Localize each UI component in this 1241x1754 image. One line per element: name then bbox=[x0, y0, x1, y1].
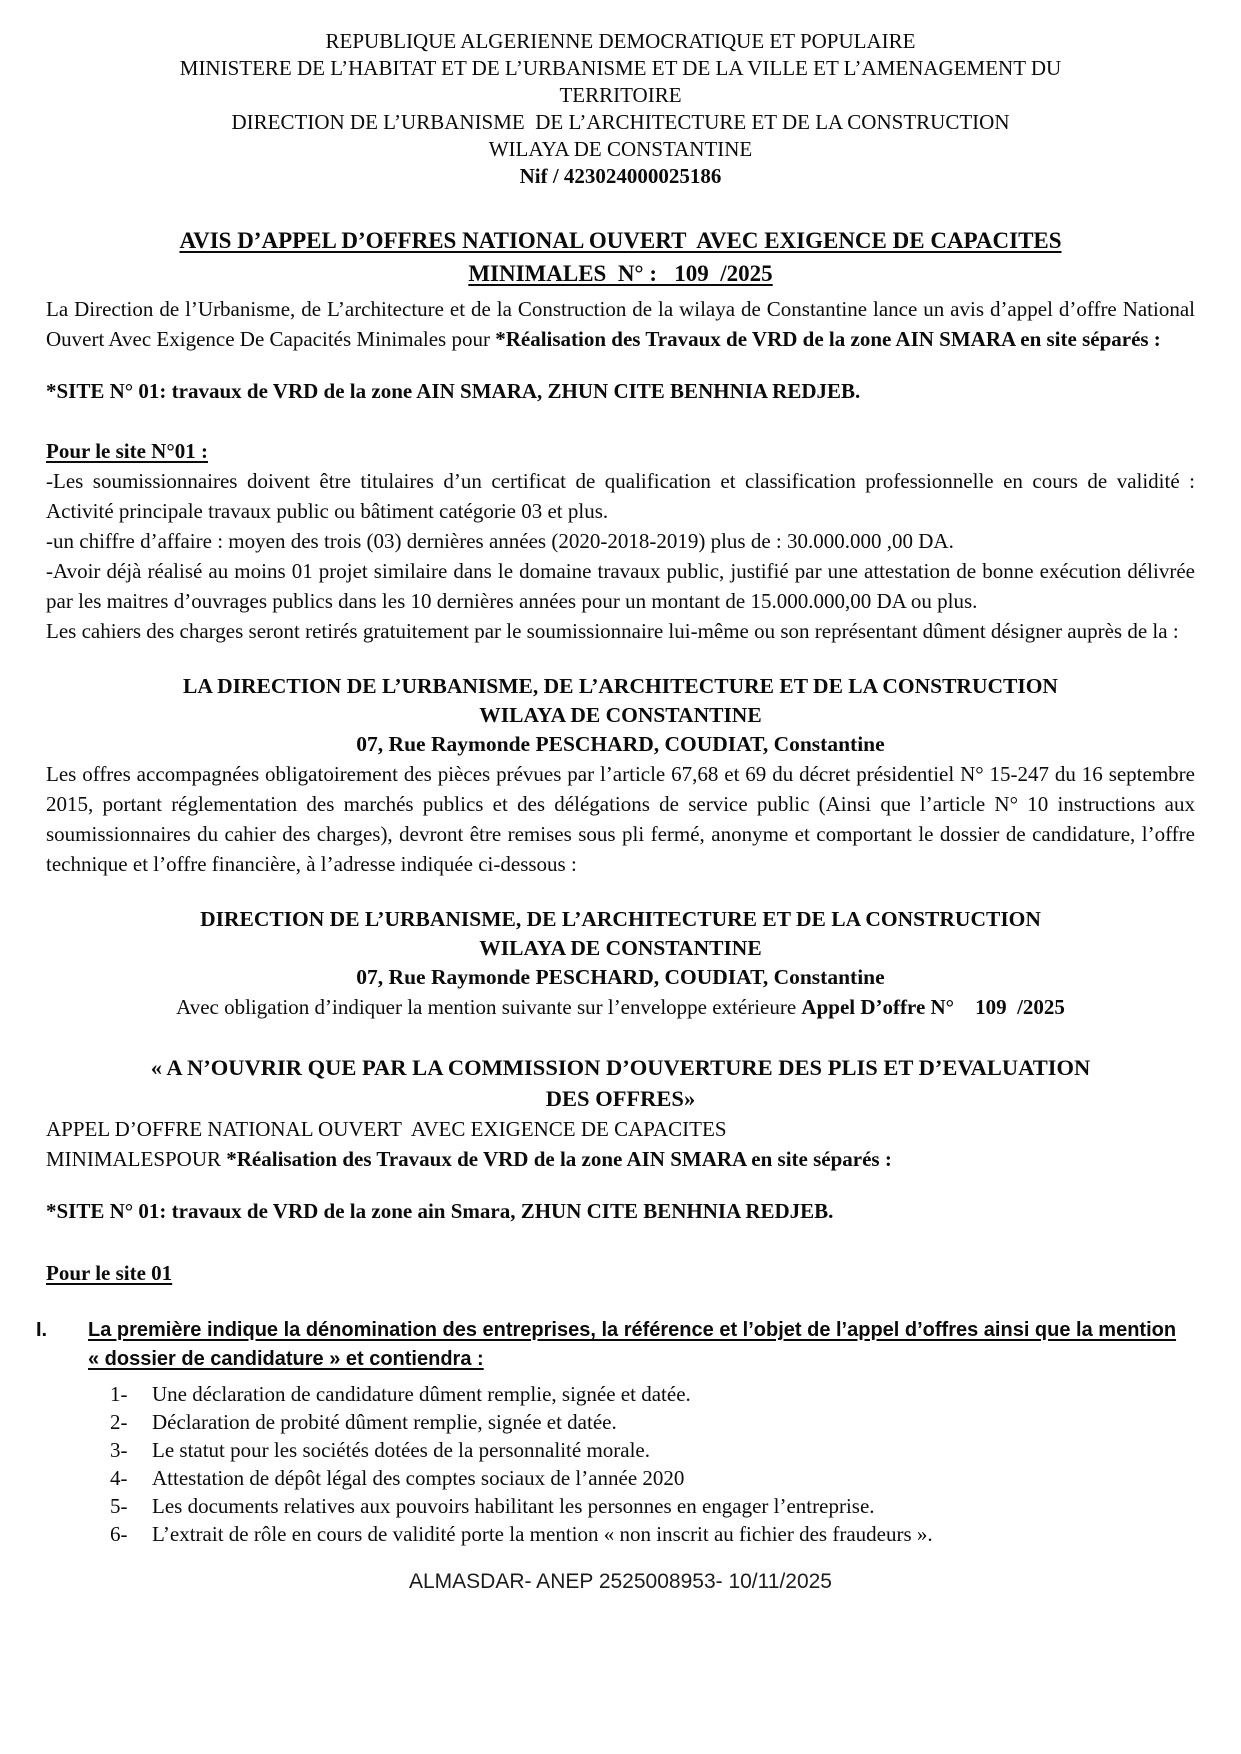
letterhead-line-wilaya: WILAYA DE CONSTANTINE bbox=[488, 137, 753, 161]
appel-line2-text: MINIMALESPOUR bbox=[46, 1147, 227, 1171]
list-item-number: 3- bbox=[110, 1438, 128, 1462]
list-item-number: 1- bbox=[110, 1382, 128, 1406]
address2-wilaya: WILAYA DE CONSTANTINE bbox=[479, 936, 762, 960]
list-item-text: Le statut pour les sociétés dotées de la personnalité morale. bbox=[152, 1438, 651, 1462]
list-item-number: 4- bbox=[110, 1466, 128, 1490]
address2-direction: DIRECTION DE L’URBANISME, DE L’ARCHITECTURE ET DE LA CONSTRUCTION bbox=[200, 907, 1041, 931]
letterhead bbox=[46, 28, 1195, 190]
mention-line bbox=[46, 992, 1195, 1022]
list-item-text: Les documents relatives aux pouvoirs habilitant les personnes en engager l’entreprise. bbox=[152, 1494, 875, 1518]
list-item bbox=[110, 1492, 1195, 1520]
address-block-1 bbox=[46, 672, 1195, 759]
letterhead-line-territory: TERRITOIRE bbox=[559, 83, 682, 107]
list-item-number: 5- bbox=[110, 1494, 128, 1518]
section-1-heading bbox=[36, 1316, 1195, 1374]
pour-site2-text: Pour le site 01 bbox=[46, 1261, 173, 1285]
list-item-number: 6- bbox=[110, 1522, 128, 1546]
notice-title-line1 bbox=[46, 224, 1195, 257]
list-item-text: Déclaration de probité dûment remplie, signée et datée. bbox=[152, 1410, 617, 1434]
footer-credit: ALMASDAR- ANEP 2525008953- 10/11/2025 bbox=[408, 1570, 832, 1593]
pour-site1-heading bbox=[46, 436, 1195, 466]
notice-title bbox=[46, 224, 1195, 290]
mention-reference-bold: Appel D’offre N° 109 /2025 bbox=[801, 995, 1065, 1019]
letterhead-line-direction: DIRECTION DE L’URBANISME DE L’ARCHITECTURE ET DE LA CONSTRUCTION bbox=[231, 110, 1010, 134]
offres-paragraph: Les offres accompagnées obligatoirement des pièces prévues par l’article 67,68 et 69 du décret présidentiel N° 15-247 du 16 septembre 2015, portant réglementation des marchés publics et des délégations de service public (Ainsi que l’article N° 10 instructions aux soumissionnaires du cahier des charges), devront être remises sous pli fermé, anonyme et comportant le dossier de candidature, l’offre technique et l’offre financière, à l’adresse indiquée ci-dessous : bbox=[46, 762, 1195, 876]
list-item bbox=[110, 1464, 1195, 1492]
list-item bbox=[110, 1520, 1195, 1548]
commission-line1: « A N’OUVRIR QUE PAR LA COMMISSION D’OUVERTURE DES PLIS ET D’EVALUATION bbox=[150, 1055, 1091, 1080]
notice-title-line2-text: MINIMALES N° : 109 /2025 bbox=[468, 261, 773, 286]
section-1-title-text: La première indique la dénomination des entreprises, la référence et l’objet de l’appel d’offres ainsi que la mention « dossier de candidature » et contiendra : bbox=[88, 1319, 1177, 1370]
nif-line: Nif / 423024000025186 bbox=[519, 164, 722, 188]
site1-heading-repeat: *SITE N° 01: travaux de VRD de la zone ain Smara, ZHUN CITE BENHNIA REDJEB. bbox=[46, 1199, 834, 1223]
letterhead-line-republic: REPUBLIQUE ALGERIENNE DEMOCRATIQUE ET POPULAIRE bbox=[325, 29, 916, 53]
section-1-number: I. bbox=[36, 1319, 48, 1341]
list-item bbox=[110, 1380, 1195, 1408]
requirement-chiffre-affaire: -un chiffre d’affaire : moyen des trois (03) dernières années (2020-2018-2019) plus de : 30.000.000 ,00 DA. bbox=[46, 529, 954, 553]
commission-line2: DES OFFRES» bbox=[545, 1086, 696, 1111]
commission-heading bbox=[46, 1052, 1195, 1114]
retrait-paragraph: Les cahiers des charges seront retirés gratuitement par le soumissionnaire lui-même ou son représentant dûment désigner auprès de la : bbox=[46, 619, 1179, 643]
list-item-text: L’extrait de rôle en cours de validité porte la mention « non inscrit au fichier des fraudeurs ». bbox=[152, 1522, 933, 1546]
list-item bbox=[110, 1436, 1195, 1464]
address1-wilaya: WILAYA DE CONSTANTINE bbox=[479, 703, 762, 727]
requirement-projet-similaire: -Avoir déjà réalisé au moins 01 projet similaire dans le domaine travaux public, justifié par une attestation de bonne exécution délivrée par les maitres d’ouvrages publics dans les 10 dernières années pour un montant de 15.000.000,00 DA ou plus. bbox=[46, 559, 1195, 613]
list-item-text: Une déclaration de candidature dûment remplie, signée et datée. bbox=[152, 1382, 691, 1406]
notice-title-line2 bbox=[46, 257, 1195, 290]
address2-street: 07, Rue Raymonde PESCHARD, COUDIAT, Constantine bbox=[356, 965, 885, 989]
list-item bbox=[110, 1408, 1195, 1436]
intro-paragraph bbox=[46, 294, 1195, 354]
pour-site2-heading bbox=[46, 1258, 1195, 1288]
candidature-document-list bbox=[46, 1380, 1195, 1548]
appel-line2-object-bold: *Réalisation des Travaux de VRD de la zone AIN SMARA en site séparés : bbox=[226, 1147, 892, 1171]
list-item-number: 2- bbox=[110, 1410, 128, 1434]
appel-line2 bbox=[46, 1144, 1195, 1174]
address1-direction: LA DIRECTION DE L’URBANISME, DE L’ARCHITECTURE ET DE LA CONSTRUCTION bbox=[183, 674, 1058, 698]
requirement-qualification: -Les soumissionnaires doivent être titulaires d’un certificat de qualification et classification professionnelle en cours de validité : Activité principale travaux public ou bâtiment catégorie 03 et plus. bbox=[46, 469, 1195, 523]
intro-text: La Direction de l’Urbanisme, de L’architecture et de la Construction de la wilaya de Constantine lance un avis d’appel d’offre National Ouvert Avec Exigence De Capacités Minimales pour bbox=[46, 297, 1195, 351]
pour-site1-text: Pour le site N°01 : bbox=[46, 439, 208, 463]
appel-line1: APPEL D’OFFRE NATIONAL OUVERT AVEC EXIGENCE DE CAPACITES bbox=[46, 1117, 727, 1141]
list-item-text: Attestation de dépôt légal des comptes sociaux de l’année 2020 bbox=[152, 1466, 685, 1490]
mention-text: Avec obligation d’indiquer la mention suivante sur l’enveloppe extérieure bbox=[176, 995, 802, 1019]
address-block-2 bbox=[46, 905, 1195, 992]
intro-object-bold: *Réalisation des Travaux de VRD de la zone AIN SMARA en site séparés : bbox=[495, 327, 1161, 351]
notice-title-line1-text: AVIS D’APPEL D’OFFRES NATIONAL OUVERT AVEC EXIGENCE DE CAPACITES bbox=[179, 228, 1062, 253]
site1-heading: *SITE N° 01: travaux de VRD de la zone AIN SMARA, ZHUN CITE BENHNIA REDJEB. bbox=[46, 379, 861, 403]
section-1-title bbox=[88, 1316, 1195, 1374]
address1-street: 07, Rue Raymonde PESCHARD, COUDIAT, Constantine bbox=[356, 732, 885, 756]
letterhead-line-ministry: MINISTERE DE L’HABITAT ET DE L’URBANISME ET DE LA VILLE ET L’AMENAGEMENT DU bbox=[179, 56, 1062, 80]
